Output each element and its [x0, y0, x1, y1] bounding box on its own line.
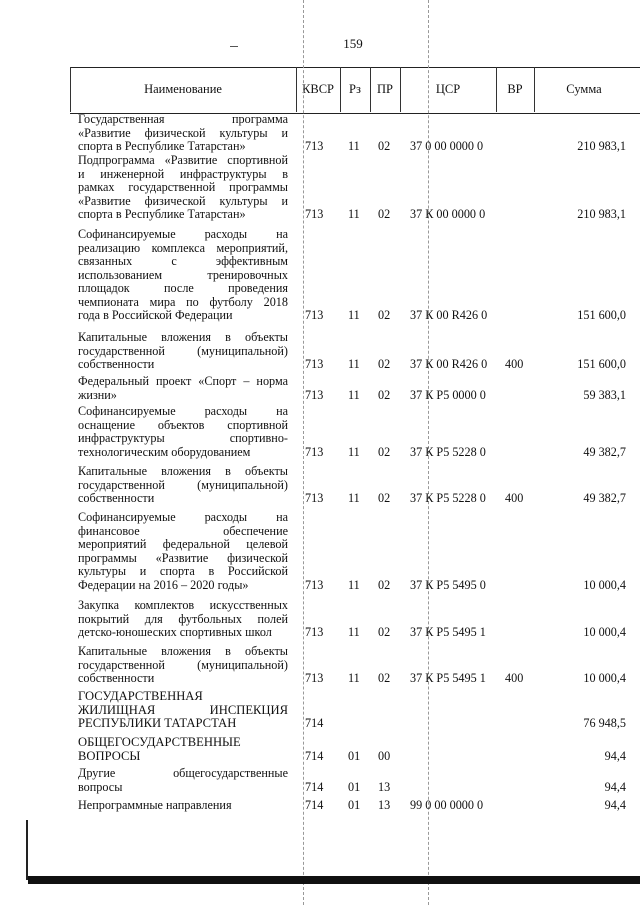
row-kvsr: 714 [305, 716, 324, 730]
row-name-line: ВОПРОСЫ [78, 749, 141, 763]
row-name-line: собственности [78, 672, 155, 685]
row-name [78, 799, 288, 813]
scan-mark [230, 46, 238, 47]
row-name-line: государственной (муниципальной) [78, 478, 288, 492]
row-pr: 02 [378, 308, 391, 322]
row-name-line: спорта в Республике Татарстан» [78, 208, 246, 221]
row-pr: 02 [378, 577, 391, 592]
header-sum: Сумма [566, 82, 602, 96]
row-name-line: Капитальные вложения в объекты [78, 645, 288, 658]
header-pr: ПР [377, 82, 393, 96]
row-name-line: жизни» [78, 388, 117, 402]
row-sum: 49 382,7 [583, 444, 626, 459]
row-name-line: вопросы [78, 780, 123, 794]
row-name-line: Федеральный проект «Спорт – норма [78, 375, 288, 388]
row-pr: 02 [378, 357, 391, 371]
row-name-line: Капитальные вложения в объекты [78, 331, 288, 344]
row-name-line: «Развитие физической культуры и [78, 194, 288, 208]
row-name-line: связанных с эффективным [78, 255, 288, 268]
row-name [78, 113, 288, 154]
row-name-line: Непрограммные направления [78, 799, 232, 812]
row-pr: 02 [378, 207, 391, 221]
row-name [78, 228, 288, 323]
row-csr: 37 К Р5 5228 0 [410, 491, 486, 505]
row-pr: 02 [378, 625, 391, 639]
row-kvsr: 714 [305, 779, 324, 794]
row-name-line: Софинансируемые расходы на [78, 511, 288, 524]
row-pr: 00 [378, 748, 391, 763]
row-rz: 11 [348, 671, 360, 685]
row-name [78, 599, 288, 640]
row-kvsr: 713 [305, 491, 324, 505]
row-name-line: чемпионата мира по футболу 2018 [78, 295, 288, 309]
row-sum: 10 000,4 [583, 625, 626, 639]
header-name: Наименование [144, 82, 222, 96]
row-name-line: государственной (муниципальной) [78, 658, 288, 672]
row-csr: 37 К Р5 5228 0 [410, 444, 486, 459]
row-name [78, 154, 288, 222]
row-name-line: детско-юношеских спортивных школ [78, 626, 272, 639]
row-pr: 13 [378, 798, 391, 812]
row-name-line: реализацию комплекса мероприятий, [78, 241, 288, 255]
row-pr: 02 [378, 491, 391, 505]
row-name-line: Капитальные вложения в объекты [78, 465, 288, 478]
row-vr: 400 [505, 491, 524, 505]
row-kvsr: 713 [305, 207, 324, 221]
row-rz: 11 [348, 625, 360, 639]
scan-artifact [303, 0, 304, 905]
row-rz: 11 [348, 207, 360, 221]
row-rz: 11 [348, 387, 360, 402]
header-csr: ЦСР [435, 82, 461, 96]
row-csr: 37 К Р5 5495 1 [410, 625, 486, 639]
row-pr: 02 [378, 139, 391, 153]
row-name-line: Другие общегосударственные [78, 767, 288, 780]
row-kvsr: 713 [305, 139, 324, 153]
row-rz: 11 [348, 308, 360, 322]
row-name [78, 767, 288, 794]
row-name [78, 465, 288, 506]
row-name-line: ГОСУДАРСТВЕННАЯ [78, 690, 203, 703]
row-kvsr: 713 [305, 357, 324, 371]
row-name-line: программы «Развитие физической [78, 551, 288, 565]
row-csr: 37 К Р5 5495 1 [410, 671, 486, 685]
row-sum: 49 382,7 [583, 491, 626, 505]
row-name-line: «Развитие физической культуры и [78, 126, 288, 140]
row-kvsr: 713 [305, 387, 324, 402]
row-name [78, 690, 288, 731]
row-sum: 59 383,1 [583, 387, 626, 402]
row-vr: 400 [505, 671, 524, 685]
row-name-line: инфраструктуры спортивно- [78, 432, 288, 445]
row-kvsr: 714 [305, 748, 324, 763]
row-name-line: Подпрограмма «Развитие спортивной [78, 154, 288, 167]
row-name-line: ОБЩЕГОСУДАРСТВЕННЫЕ [78, 736, 241, 749]
row-name-line: оснащение объектов спортивной [78, 418, 288, 432]
row-rz: 01 [348, 779, 361, 794]
row-name-line: спорта в Республике Татарстан» [78, 140, 246, 153]
row-csr: 37 К Р5 5495 0 [410, 577, 486, 592]
row-name-line: государственной (муниципальной) [78, 344, 288, 358]
row-csr: 37 К 00 R426 0 [410, 357, 488, 371]
row-pr: 02 [378, 671, 391, 685]
row-csr: 37 К Р5 0000 0 [410, 387, 486, 402]
row-rz: 01 [348, 798, 361, 812]
row-name-line: Софинансируемые расходы на [78, 405, 288, 418]
scan-bottom-band [28, 876, 640, 884]
row-name-line: использованием тренировочных [78, 268, 288, 282]
row-csr: 37 К 00 0000 0 [410, 207, 486, 221]
row-rz: 11 [348, 444, 360, 459]
header-vr: ВР [507, 82, 523, 96]
row-name-line: собственности [78, 492, 155, 505]
row-name [78, 645, 288, 686]
row-kvsr: 713 [305, 625, 324, 639]
row-sum: 94,4 [604, 779, 626, 794]
row-sum: 94,4 [604, 748, 626, 763]
row-name-line: финансовое обеспечение [78, 524, 288, 538]
row-name-line: ЖИЛИЩНАЯ ИНСПЕКЦИЯ [78, 703, 288, 717]
row-sum: 210 983,1 [577, 207, 626, 221]
row-pr: 02 [378, 387, 391, 402]
row-sum: 94,4 [604, 798, 626, 812]
row-kvsr: 713 [305, 444, 324, 459]
row-kvsr: 713 [305, 577, 324, 592]
row-name-line: мероприятий федеральной целевой [78, 538, 288, 551]
row-kvsr: 713 [305, 671, 324, 685]
row-kvsr: 713 [305, 308, 324, 322]
header-kvsr: КВСР [302, 82, 334, 96]
row-name [78, 511, 288, 592]
row-name [78, 736, 288, 763]
row-sum: 151 600,0 [577, 308, 626, 322]
row-rz: 11 [348, 357, 360, 371]
row-name-line: РЕСПУБЛИКИ ТАТАРСТАН [78, 717, 237, 730]
row-kvsr: 714 [305, 798, 324, 812]
row-name-line: покрытий для футбольных полей [78, 612, 288, 626]
row-name [78, 331, 288, 372]
row-csr: 37 К 00 R426 0 [410, 308, 488, 322]
header-rz: Рз [349, 82, 361, 96]
row-name-line: Софинансируемые расходы на [78, 228, 288, 241]
row-csr: 99 0 00 0000 0 [410, 798, 484, 812]
row-name [78, 405, 288, 459]
row-rz: 11 [348, 577, 360, 592]
row-name-line: года в Российской Федерации [78, 309, 233, 322]
row-name-line: культуры и спорта в Российской [78, 565, 288, 578]
row-rz: 01 [348, 748, 361, 763]
row-name [78, 375, 288, 402]
row-rz: 11 [348, 491, 360, 505]
row-name-line: технологическим оборудованием [78, 445, 251, 459]
row-csr: 37 0 00 0000 0 [410, 139, 484, 153]
row-sum: 10 000,4 [583, 671, 626, 685]
row-name-line: рамках государственной программы [78, 181, 288, 194]
row-rz: 11 [348, 139, 360, 153]
row-name-line: Государственная программа [78, 113, 288, 126]
row-sum: 10 000,4 [583, 577, 626, 592]
row-name-line: собственности [78, 358, 155, 371]
row-name-line: площадок после проведения [78, 282, 288, 295]
row-pr: 13 [378, 779, 391, 794]
row-vr: 400 [505, 357, 524, 371]
row-name-line: Закупка комплектов искусственных [78, 599, 288, 612]
row-name-line: Федерации на 2016 – 2020 годы» [78, 578, 249, 592]
page-number: 159 [343, 36, 363, 51]
row-pr: 02 [378, 444, 391, 459]
row-name-line: и инженерной инфраструктуры в [78, 167, 288, 181]
row-sum: 76 948,5 [583, 716, 626, 730]
row-sum: 210 983,1 [577, 139, 626, 153]
scan-edge [26, 820, 28, 880]
row-sum: 151 600,0 [577, 357, 626, 371]
